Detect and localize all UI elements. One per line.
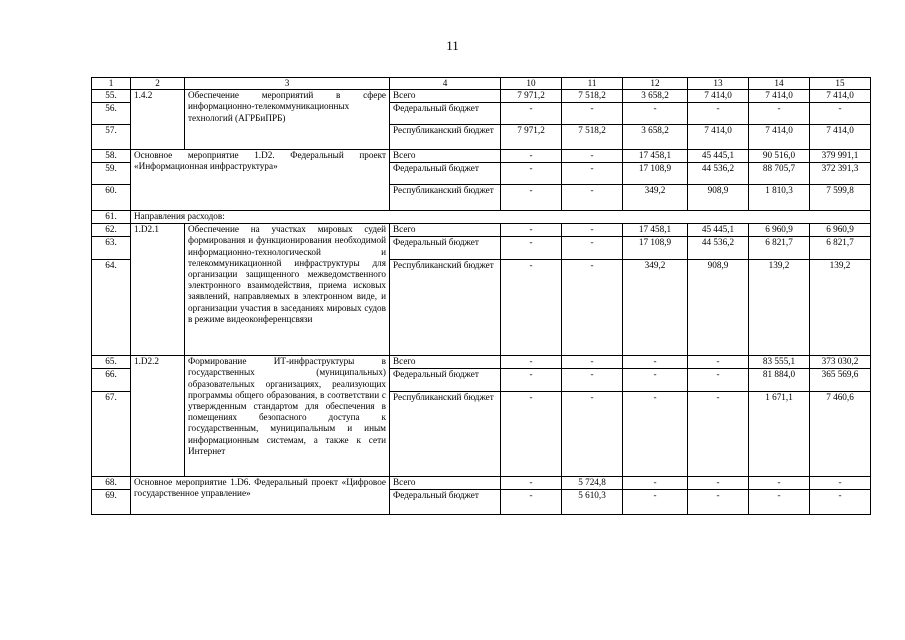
funding-source: Федеральный бюджет bbox=[390, 237, 501, 260]
item-code: 1.D2.1 bbox=[131, 224, 185, 356]
row-number: 59. bbox=[92, 163, 131, 185]
funding-source: Республиканский бюджет bbox=[390, 260, 501, 356]
funding-source: Федеральный бюджет bbox=[390, 369, 501, 392]
value-cell: 83 555,1 bbox=[749, 356, 810, 369]
value-cell: - bbox=[623, 392, 688, 477]
value-cell: 7 971,2 bbox=[501, 90, 562, 103]
value-cell: 139,2 bbox=[810, 260, 871, 356]
value-cell: 6 960,9 bbox=[749, 224, 810, 237]
funding-source: Республиканский бюджет bbox=[390, 185, 501, 211]
value-cell: - bbox=[623, 490, 688, 515]
funding-source: Всего bbox=[390, 477, 501, 490]
value-cell: 1 671,1 bbox=[749, 392, 810, 477]
value-cell: 7 460,6 bbox=[810, 392, 871, 477]
value-cell: - bbox=[749, 490, 810, 515]
column-header: 15 bbox=[810, 78, 871, 90]
value-cell: 81 884,0 bbox=[749, 369, 810, 392]
value-cell: - bbox=[501, 490, 562, 515]
value-cell: 7 414,0 bbox=[688, 90, 749, 103]
value-cell: - bbox=[688, 356, 749, 369]
column-header: 11 bbox=[562, 78, 623, 90]
value-cell: - bbox=[623, 369, 688, 392]
value-cell: - bbox=[501, 224, 562, 237]
value-cell: 908,9 bbox=[688, 185, 749, 211]
value-cell: - bbox=[688, 369, 749, 392]
row-number: 66. bbox=[92, 369, 131, 392]
value-cell: 90 516,0 bbox=[749, 150, 810, 163]
row-number: 65. bbox=[92, 356, 131, 369]
row-number: 56. bbox=[92, 103, 131, 125]
funding-source: Федеральный бюджет bbox=[390, 490, 501, 515]
item-description: Формирование ИТ-инфраструктуры в государственных (муниципальных) образовательных организациях, реализующих программы общего образования, в соответствии с утвержденным стандартом для обеспечения в помещениях безопасного доступа к государственным, муниципальным и иным информационным системам, а также к сети Интернет bbox=[185, 356, 390, 477]
row-number: 69. bbox=[92, 490, 131, 515]
value-cell: 7 414,0 bbox=[810, 125, 871, 150]
value-cell: - bbox=[623, 356, 688, 369]
value-cell: - bbox=[562, 369, 623, 392]
value-cell: 17 108,9 bbox=[623, 237, 688, 260]
value-cell: 6 821,7 bbox=[810, 237, 871, 260]
value-cell: 17 108,9 bbox=[623, 163, 688, 185]
table-header-row bbox=[92, 78, 871, 90]
item-description: Обеспечение на участках мировых судей формирования и функционирования необходимой информационно-технологической и телекоммуникационной инфраструктуры для организации защищенного межведомственного электронного взаимодействия, приема исковых заявлений, направляемых в электронном виде, и организации участия в заседаниях мировых судов в режиме видеоконференцсвязи bbox=[185, 224, 390, 356]
value-cell: - bbox=[501, 356, 562, 369]
value-cell: 3 658,2 bbox=[623, 125, 688, 150]
funding-source: Федеральный бюджет bbox=[390, 163, 501, 185]
value-cell: 349,2 bbox=[623, 260, 688, 356]
table-row bbox=[92, 90, 871, 103]
row-number: 62. bbox=[92, 224, 131, 237]
value-cell: 17 458,1 bbox=[623, 150, 688, 163]
item-description: Основное мероприятие 1.D2. Федеральный проект «Информационная инфраструктура» bbox=[131, 150, 390, 211]
value-cell: 1 810,3 bbox=[749, 185, 810, 211]
value-cell: 44 536,2 bbox=[688, 237, 749, 260]
value-cell: - bbox=[562, 224, 623, 237]
column-header: 2 bbox=[131, 78, 185, 90]
row-number: 60. bbox=[92, 185, 131, 211]
value-cell: - bbox=[501, 103, 562, 125]
funding-source: Всего bbox=[390, 90, 501, 103]
value-cell: - bbox=[810, 490, 871, 515]
table-row bbox=[92, 224, 871, 237]
value-cell: - bbox=[562, 237, 623, 260]
page-number: 11 bbox=[446, 38, 459, 53]
value-cell: - bbox=[562, 392, 623, 477]
value-cell: 44 536,2 bbox=[688, 163, 749, 185]
value-cell: 139,2 bbox=[749, 260, 810, 356]
row-number: 61. bbox=[92, 211, 131, 224]
value-cell: 7 599,8 bbox=[810, 185, 871, 211]
value-cell: - bbox=[562, 103, 623, 125]
value-cell: 372 391,3 bbox=[810, 163, 871, 185]
item-code: 1.D2.2 bbox=[131, 356, 185, 477]
value-cell: - bbox=[501, 260, 562, 356]
funding-source: Всего bbox=[390, 224, 501, 237]
item-description: Обеспечение мероприятий в сфере информационно-телекоммуникационных технологий (АГРБиПРБ) bbox=[185, 90, 390, 150]
value-cell: - bbox=[562, 163, 623, 185]
value-cell: - bbox=[501, 150, 562, 163]
value-cell: 7 971,2 bbox=[501, 125, 562, 150]
value-cell: 3 658,2 bbox=[623, 90, 688, 103]
value-cell: 908,9 bbox=[688, 260, 749, 356]
table-row bbox=[92, 356, 871, 369]
value-cell: - bbox=[749, 103, 810, 125]
value-cell: - bbox=[562, 260, 623, 356]
section-heading: Направления расходов: bbox=[131, 211, 871, 224]
row-number: 58. bbox=[92, 150, 131, 163]
funding-source: Республиканский бюджет bbox=[390, 392, 501, 477]
value-cell: - bbox=[623, 477, 688, 490]
funding-source: Республиканский бюджет bbox=[390, 125, 501, 150]
row-number: 55. bbox=[92, 90, 131, 103]
value-cell: - bbox=[501, 185, 562, 211]
column-header: 10 bbox=[501, 78, 562, 90]
row-number: 67. bbox=[92, 392, 131, 477]
value-cell: - bbox=[562, 185, 623, 211]
value-cell: - bbox=[688, 477, 749, 490]
item-code: 1.4.2 bbox=[131, 90, 185, 150]
value-cell: - bbox=[810, 477, 871, 490]
row-number: 68. bbox=[92, 477, 131, 490]
row-number: 64. bbox=[92, 260, 131, 356]
value-cell: 6 960,9 bbox=[810, 224, 871, 237]
value-cell: 17 458,1 bbox=[623, 224, 688, 237]
funding-source: Федеральный бюджет bbox=[390, 103, 501, 125]
value-cell: - bbox=[562, 356, 623, 369]
value-cell: 45 445,1 bbox=[688, 150, 749, 163]
column-header: 4 bbox=[390, 78, 501, 90]
row-number: 57. bbox=[92, 125, 131, 150]
value-cell: - bbox=[688, 103, 749, 125]
budget-table bbox=[91, 77, 871, 515]
funding-source: Всего bbox=[390, 150, 501, 163]
value-cell: 365 569,6 bbox=[810, 369, 871, 392]
value-cell: - bbox=[688, 392, 749, 477]
value-cell: - bbox=[688, 490, 749, 515]
value-cell: - bbox=[501, 392, 562, 477]
value-cell: 373 030,2 bbox=[810, 356, 871, 369]
value-cell: - bbox=[562, 150, 623, 163]
value-cell: 7 414,0 bbox=[688, 125, 749, 150]
table-row bbox=[92, 477, 871, 490]
value-cell: - bbox=[501, 369, 562, 392]
column-header: 12 bbox=[623, 78, 688, 90]
value-cell: 88 705,7 bbox=[749, 163, 810, 185]
column-header: 13 bbox=[688, 78, 749, 90]
table-row bbox=[92, 211, 871, 224]
item-description: Основное мероприятие 1.D6. Федеральный проект «Цифровое государственное управление» bbox=[131, 477, 390, 515]
value-cell: - bbox=[501, 163, 562, 185]
value-cell: 6 821,7 bbox=[749, 237, 810, 260]
value-cell: - bbox=[749, 477, 810, 490]
column-header: 1 bbox=[92, 78, 131, 90]
value-cell: 5 724,8 bbox=[562, 477, 623, 490]
column-header: 3 bbox=[185, 78, 390, 90]
row-number: 63. bbox=[92, 237, 131, 260]
value-cell: - bbox=[501, 237, 562, 260]
value-cell: 45 445,1 bbox=[688, 224, 749, 237]
value-cell: - bbox=[501, 477, 562, 490]
funding-source: Всего bbox=[390, 356, 501, 369]
value-cell: - bbox=[623, 103, 688, 125]
table-row bbox=[92, 150, 871, 163]
value-cell: 7 518,2 bbox=[562, 90, 623, 103]
column-header: 14 bbox=[749, 78, 810, 90]
value-cell: 5 610,3 bbox=[562, 490, 623, 515]
value-cell: 7 414,0 bbox=[749, 90, 810, 103]
value-cell: 7 414,0 bbox=[749, 125, 810, 150]
value-cell: - bbox=[810, 103, 871, 125]
value-cell: 7 414,0 bbox=[810, 90, 871, 103]
value-cell: 7 518,2 bbox=[562, 125, 623, 150]
value-cell: 379 991,1 bbox=[810, 150, 871, 163]
value-cell: 349,2 bbox=[623, 185, 688, 211]
